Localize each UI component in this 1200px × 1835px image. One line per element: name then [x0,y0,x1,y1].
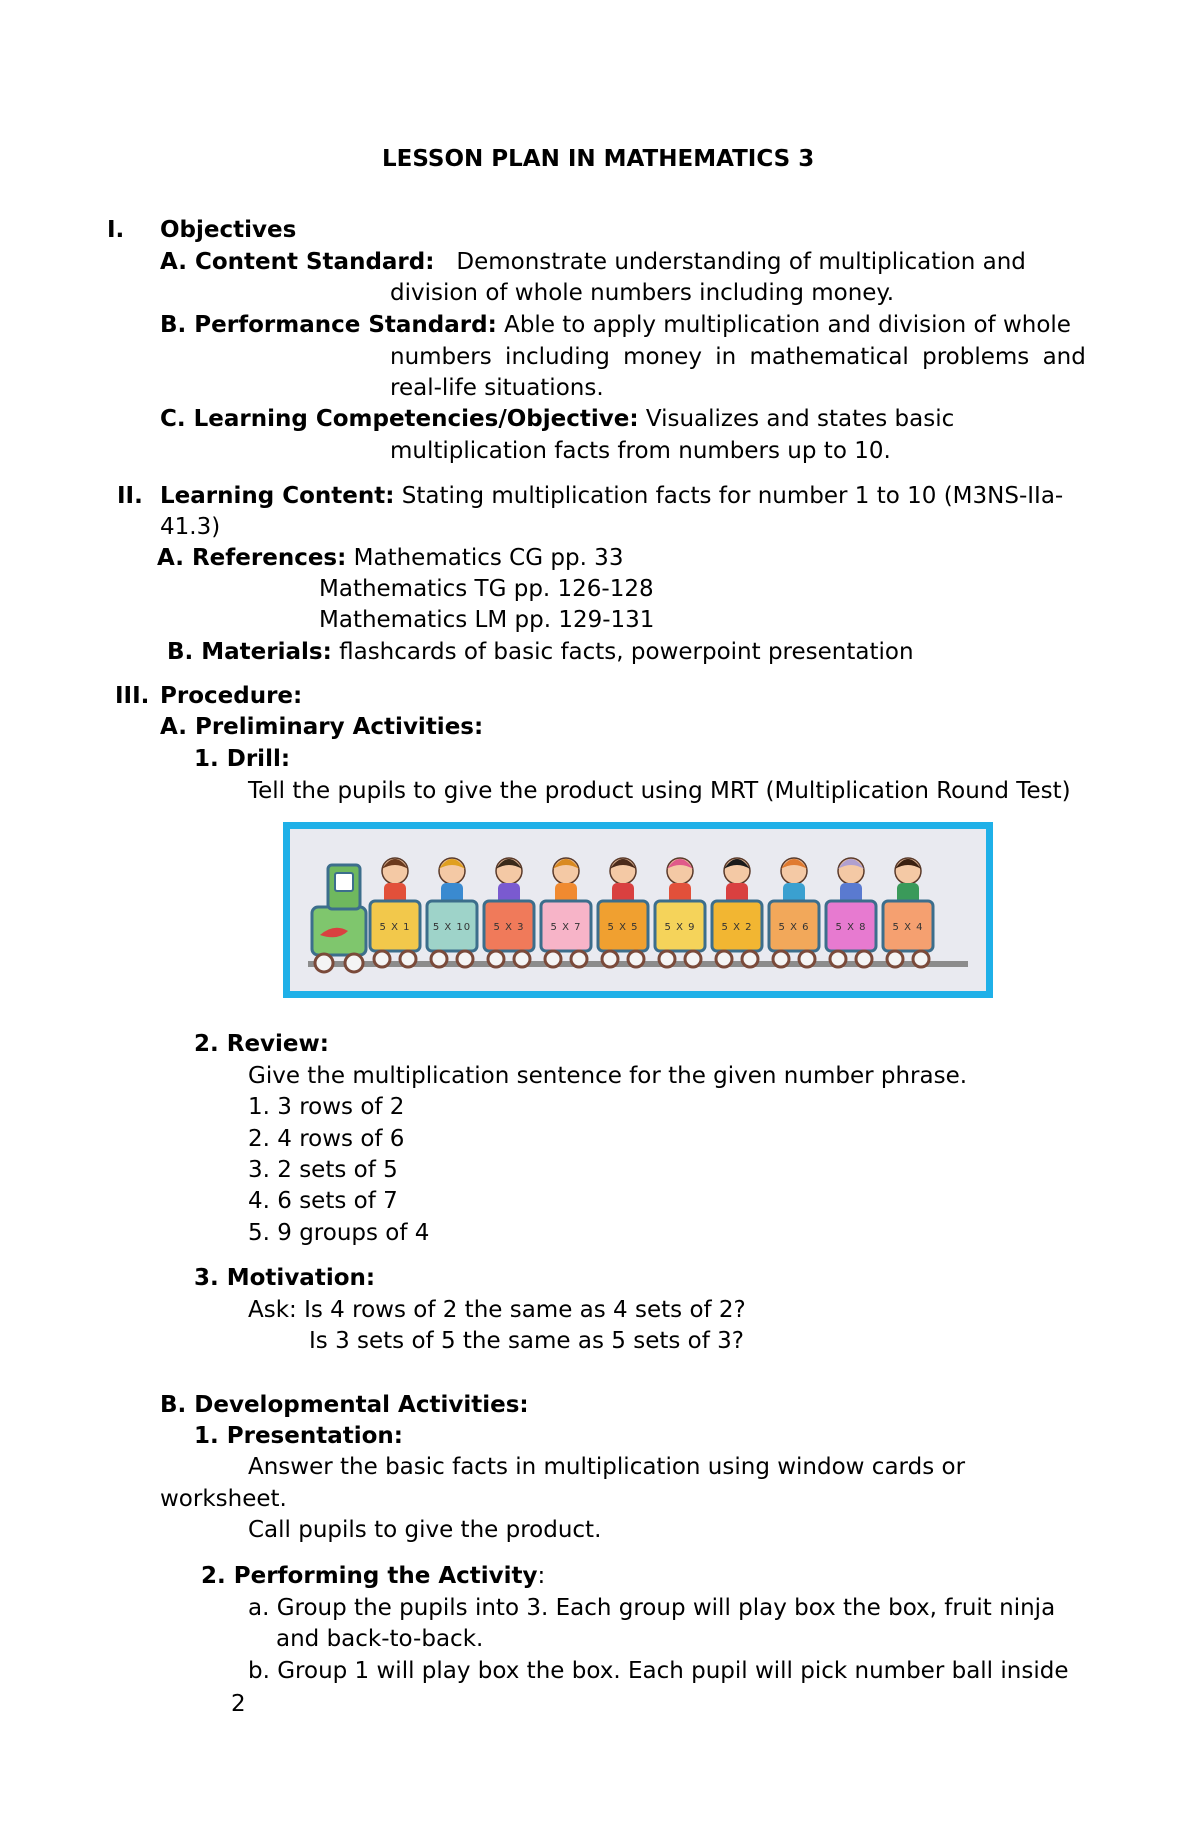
motivation-question-2: Is 3 sets of 5 the same as 5 sets of 3? [309,1328,744,1354]
wheel-icon [374,951,390,967]
review-item-2: 2. 4 rows of 6 [248,1126,405,1152]
wheel-icon [545,951,561,967]
drill-heading: 1. Drill: [194,746,291,772]
references [157,543,623,573]
performing-activity-heading [201,1561,545,1591]
performing-activity-colon: : [537,1563,546,1589]
wheel-icon [887,951,903,967]
content-standard [160,247,1026,277]
wheel-icon [856,951,872,967]
train-car-label: 5 X 4 [892,922,924,933]
wheel-icon [830,951,846,967]
activity-b-line1: b. Group 1 will play box the box. Each pupil will pick number ball inside [248,1658,1069,1684]
performance-standard-text: Able to apply multiplication and division of whole [504,312,1071,338]
learning-competencies-label: C. Learning Competencies/Objective: [160,406,639,432]
performing-activity-label: 2. Performing the Activity [201,1563,538,1589]
review-text: Give the multiplication sentence for the given number phrase. [248,1063,968,1089]
review-item-4: 4. 6 sets of 7 [248,1188,398,1214]
procedure-heading: Procedure: [160,683,303,709]
developmental-activities-heading: B. Developmental Activities: [160,1392,529,1418]
train-drawing [290,829,986,991]
train-car-label: 5 X 10 [432,922,472,933]
wheel-icon [628,951,644,967]
learning-content-label: Learning Content: [160,483,395,509]
performance-standard-line2: numbers including money in mathematical problems and [390,344,1086,370]
performance-standard [160,310,1071,340]
learning-content-text: Stating multiplication facts for number 1 to 10 (M3NS-IIa- [401,483,1064,509]
motivation-question-1: Ask: Is 4 rows of 2 the same as 4 sets of 2? [248,1297,746,1323]
learning-competencies [160,404,954,434]
materials [167,637,914,667]
page-number: 2 [231,1691,246,1717]
performance-standard-label: B. Performance Standard: [160,312,497,338]
train-illustration [283,822,993,998]
wheel-icon [400,951,416,967]
wheel-icon [716,951,732,967]
train-car-label: 5 X 6 [778,922,810,933]
train-car-label: 5 X 9 [664,922,696,933]
activity-a-line2: and back-to-back. [276,1626,484,1652]
materials-text: flashcards of basic facts, powerpoint presentation [339,639,914,665]
learning-content [160,481,1063,511]
presentation-text-3: Call pupils to give the product. [248,1517,602,1543]
materials-label: B. Materials: [167,639,332,665]
reference-lm: Mathematics LM pp. 129-131 [319,607,655,633]
presentation-heading: 1. Presentation: [194,1423,403,1449]
wheel-icon [685,951,701,967]
preliminary-activities-heading: A. Preliminary Activities: [160,714,484,740]
presentation-text-2: worksheet. [160,1486,287,1512]
reference-cg: Mathematics CG pp. 33 [353,545,624,571]
train-car-label: 5 X 7 [550,922,582,933]
drill-text: Tell the pupils to give the product using MRT (Multiplication Round Test) [248,778,1071,804]
wheel-icon [571,951,587,967]
review-item-1: 1. 3 rows of 2 [248,1094,405,1120]
section-number-2: II. [117,483,143,509]
activity-a-line1: a. Group the pupils into 3. Each group will play box the box, fruit ninja [248,1595,1056,1621]
content-standard-line2: division of whole numbers including money. [390,280,895,306]
references-label: A. References: [157,545,347,571]
review-item-5: 5. 9 groups of 4 [248,1220,430,1246]
train-car-label: 5 X 1 [379,922,411,933]
wheel-icon [488,951,504,967]
wheel-icon [773,951,789,967]
wheel-icon [431,951,447,967]
wheel-icon [602,951,618,967]
objectives-heading: Objectives [160,217,297,243]
train-car-label: 5 X 8 [835,922,867,933]
performance-standard-line3: real-life situations. [390,375,604,401]
learning-competencies-line2: multiplication facts from numbers up to 10. [390,438,891,464]
wheel-icon [457,951,473,967]
section-number-3: III. [115,683,150,709]
review-heading: 2. Review: [194,1031,329,1057]
train-car-label: 5 X 3 [493,922,525,933]
wheel-icon [742,951,758,967]
page-title: LESSON PLAN IN MATHEMATICS 3 [382,146,815,172]
content-standard-text: Demonstrate understanding of multiplication and [456,249,1026,275]
reference-tg: Mathematics TG pp. 126-128 [319,576,654,602]
train-car-label: 5 X 2 [721,922,753,933]
wheel-icon [659,951,675,967]
wheel-icon [799,951,815,967]
train-car-label: 5 X 5 [607,922,639,933]
wheel-icon [514,951,530,967]
motivation-heading: 3. Motivation: [194,1265,376,1291]
review-item-3: 3. 2 sets of 5 [248,1157,398,1183]
learning-competencies-text: Visualizes and states basic [645,406,955,432]
presentation-text-1: Answer the basic facts in multiplication using window cards or [248,1454,966,1480]
wheel-icon [913,951,929,967]
content-standard-label: A. Content Standard: [160,249,435,275]
learning-content-line2: 41.3) [160,514,221,540]
section-number-1: I. [107,217,125,243]
